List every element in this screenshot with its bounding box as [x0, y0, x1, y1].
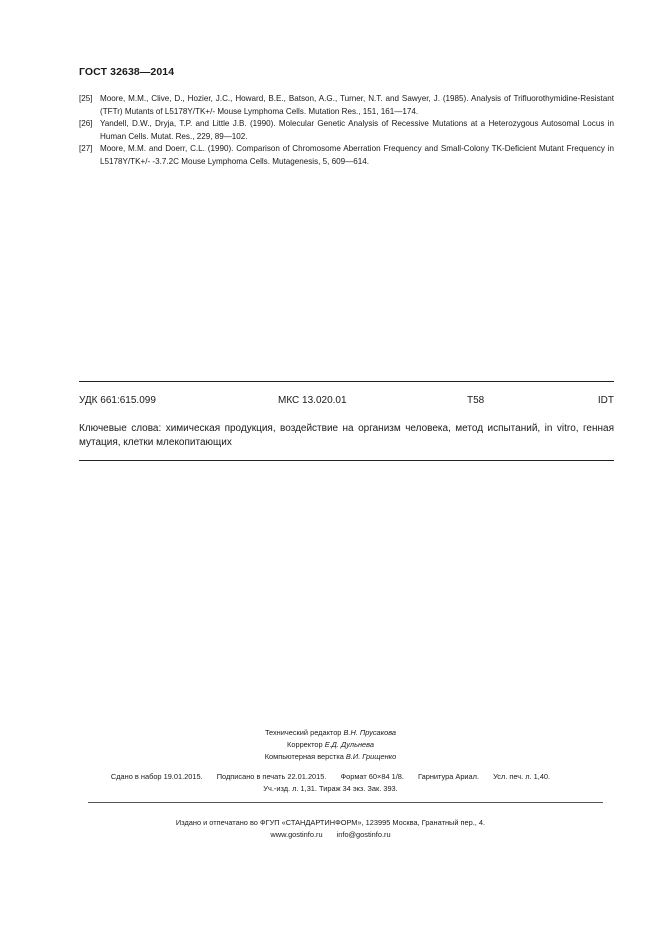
website-link[interactable]: www.gostinfo.ru — [270, 830, 323, 839]
idt-label: IDT — [597, 395, 614, 406]
reference-text: Moore, M.M. and Doerr, C.L. (1990). Comparison of Chromosome Aberration Frequency and Small-Colony TK-Deficient Mutant Frequency in L5178Y/TK+/- -3.7.2C Mouse Lymphoma Cells. Mutagenesis, 5, 609—614. — [100, 144, 614, 166]
credit-tech-editor — [0, 727, 661, 739]
references-list — [79, 93, 614, 168]
publisher-contacts — [0, 830, 661, 839]
footer-divider — [88, 802, 603, 803]
reference-item — [79, 143, 614, 168]
publishing-line-2: Уч.-изд. л. 1,31. Тираж 34 экз. Зак. 393. — [263, 784, 398, 793]
page-header: ГОСТ 32638—2014 — [79, 66, 175, 78]
reference-number: [26] — [79, 119, 93, 128]
pub-signed-date: Подписано в печать 22.01.2015. — [216, 772, 327, 781]
email-link[interactable]: info@gostinfo.ru — [336, 830, 391, 839]
pub-sheets: Усл. печ. л. 1,40. — [493, 772, 551, 781]
credit-layout — [0, 751, 661, 763]
credit-name: Е.Д. Дульнева — [324, 740, 374, 749]
reference-item — [79, 93, 614, 118]
publishing-line-1 — [0, 772, 661, 781]
bottom-divider — [79, 460, 614, 461]
credit-role: Корректор — [287, 740, 323, 749]
credit-role: Технический редактор — [264, 728, 342, 737]
pub-format: Формат 60×84 1/8. — [340, 772, 404, 781]
reference-text: Moore, M.M., Clive, D., Hozier, J.C., Howard, B.E., Batson, A.G., Turner, N.T. and Sawyer, J. (1985). Analysis of Trifluorothymidine-Resistant (TFTr) Mutants of L5178Y/TK+/- Mouse Lymphoma Cells. Mutation Res., 151, 161—174. — [100, 94, 614, 116]
udc-code: УДК 661:615.099 — [79, 395, 156, 406]
mks-code: МКС 13.020.01 — [278, 395, 347, 406]
credit-role: Компьютерная верстка — [264, 752, 344, 761]
credit-name: В.Н. Прусакова — [343, 728, 397, 737]
credits — [0, 727, 661, 763]
top-divider — [79, 381, 614, 382]
pub-typeset-date: Сдано в набор 19.01.2015. — [110, 772, 203, 781]
reference-item — [79, 118, 614, 143]
credit-corrector — [0, 739, 661, 751]
credit-name: В.И. Грищенко — [345, 752, 397, 761]
publisher-address: Издано и отпечатано во ФГУП «СТАНДАРТИНФОРМ», 123995 Москва, Гранатный пер., 4. — [175, 818, 486, 827]
category-code: Т58 — [467, 395, 485, 406]
pub-font: Гарнитура Ариал. — [418, 772, 480, 781]
reference-text: Yandell, D.W., Dryja, T.P. and Little J.B. (1990). Molecular Genetic Analysis of Recessive Mutations at a Heterozygous Autosomal Locus in Human Cells. Mutat. Res., 229, 89—102. — [100, 119, 614, 141]
keywords: Ключевые слова: химическая продукция, воздействие на организм человека, метод испытаний, in vitro, генная мутация, клетки млекопитающих — [79, 423, 614, 448]
reference-number: [27] — [79, 144, 93, 153]
reference-number: [25] — [79, 94, 93, 103]
